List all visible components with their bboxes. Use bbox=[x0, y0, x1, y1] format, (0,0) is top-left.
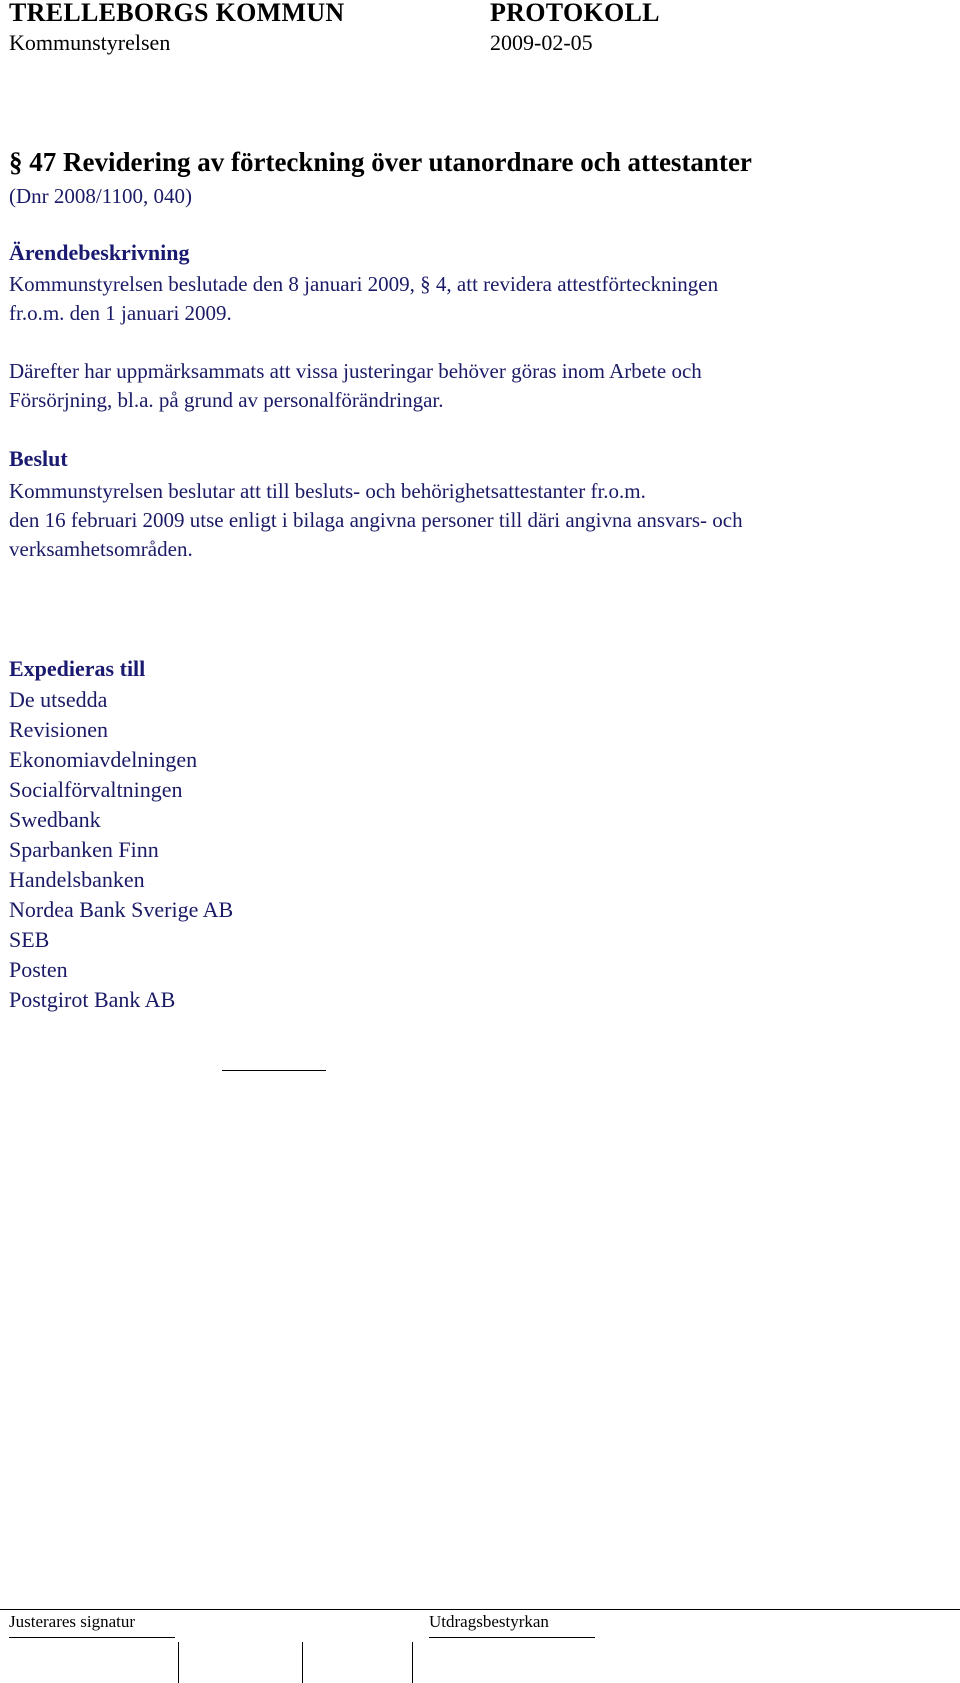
signature-box-2 bbox=[302, 1642, 303, 1683]
recipient-item: Revisionen bbox=[9, 717, 108, 742]
recipient-item: Sparbanken Finn bbox=[9, 837, 159, 862]
distribution-heading: Expedieras till bbox=[9, 656, 146, 681]
description-line-1-pre: Kommunstyrelsen beslutade den 8 januari 2009, bbox=[9, 272, 415, 296]
description-line-1-post: 4, att revidera attestförteckningen bbox=[435, 272, 719, 296]
organization-name: TRELLEBORGS KOMMUN bbox=[9, 0, 345, 27]
item-title bbox=[9, 147, 752, 178]
description-para2-line-2: Försörjning, bl.a. på grund av personalförändringar. bbox=[9, 388, 444, 412]
item-number: 47 bbox=[29, 147, 57, 177]
section-symbol: § bbox=[9, 147, 23, 177]
recipient-item: Swedbank bbox=[9, 807, 101, 832]
recipient-item: Handelsbanken bbox=[9, 867, 145, 892]
certification-label: Utdragsbestyrkan bbox=[429, 1612, 549, 1631]
recipient-item: De utsedda bbox=[9, 687, 108, 712]
end-rule bbox=[222, 1070, 326, 1071]
recipient-item: Nordea Bank Sverige AB bbox=[9, 897, 234, 922]
description-para2-line-1: Därefter har uppmärksammats att vissa justeringar behöver göras inom Arbete och bbox=[9, 359, 702, 383]
diary-number: (Dnr 2008/1100, 040) bbox=[9, 184, 192, 208]
committee-name: Kommunstyrelsen bbox=[9, 30, 171, 55]
recipient-item: Ekonomiavdelningen bbox=[9, 747, 198, 772]
section-symbol-inline: § bbox=[420, 272, 431, 296]
recipient-item: Postgirot Bank AB bbox=[9, 987, 176, 1012]
recipient-item: Posten bbox=[9, 957, 68, 982]
description-heading: Ärendebeskrivning bbox=[9, 240, 190, 265]
certification-rule bbox=[429, 1637, 595, 1638]
description-line-1 bbox=[9, 269, 718, 299]
signature-rule bbox=[9, 1637, 175, 1638]
signature-box-3 bbox=[412, 1642, 413, 1683]
recipient-item: Socialförvaltningen bbox=[9, 777, 183, 802]
meeting-date: 2009-02-05 bbox=[490, 30, 593, 55]
decision-line-3: verksamhetsområden. bbox=[9, 537, 193, 561]
signature-box-1 bbox=[178, 1642, 179, 1683]
recipient-item: SEB bbox=[9, 927, 50, 952]
decision-line-2: den 16 februari 2009 utse enligt i bilaga angivna personer till däri angivna ansvars- och bbox=[9, 508, 743, 532]
footer-top-rule bbox=[0, 1609, 960, 1610]
decision-heading: Beslut bbox=[9, 446, 68, 471]
signature-label: Justerares signatur bbox=[9, 1612, 136, 1631]
description-line-2: fr.o.m. den 1 januari 2009. bbox=[9, 301, 232, 325]
decision-line-1: Kommunstyrelsen beslutar att till besluts- och behörighetsattestanter fr.o.m. bbox=[9, 479, 646, 503]
item-title-text: Revidering av förteckning över utanordnare och attestanter bbox=[63, 147, 752, 177]
document-type: PROTOKOLL bbox=[490, 0, 660, 27]
